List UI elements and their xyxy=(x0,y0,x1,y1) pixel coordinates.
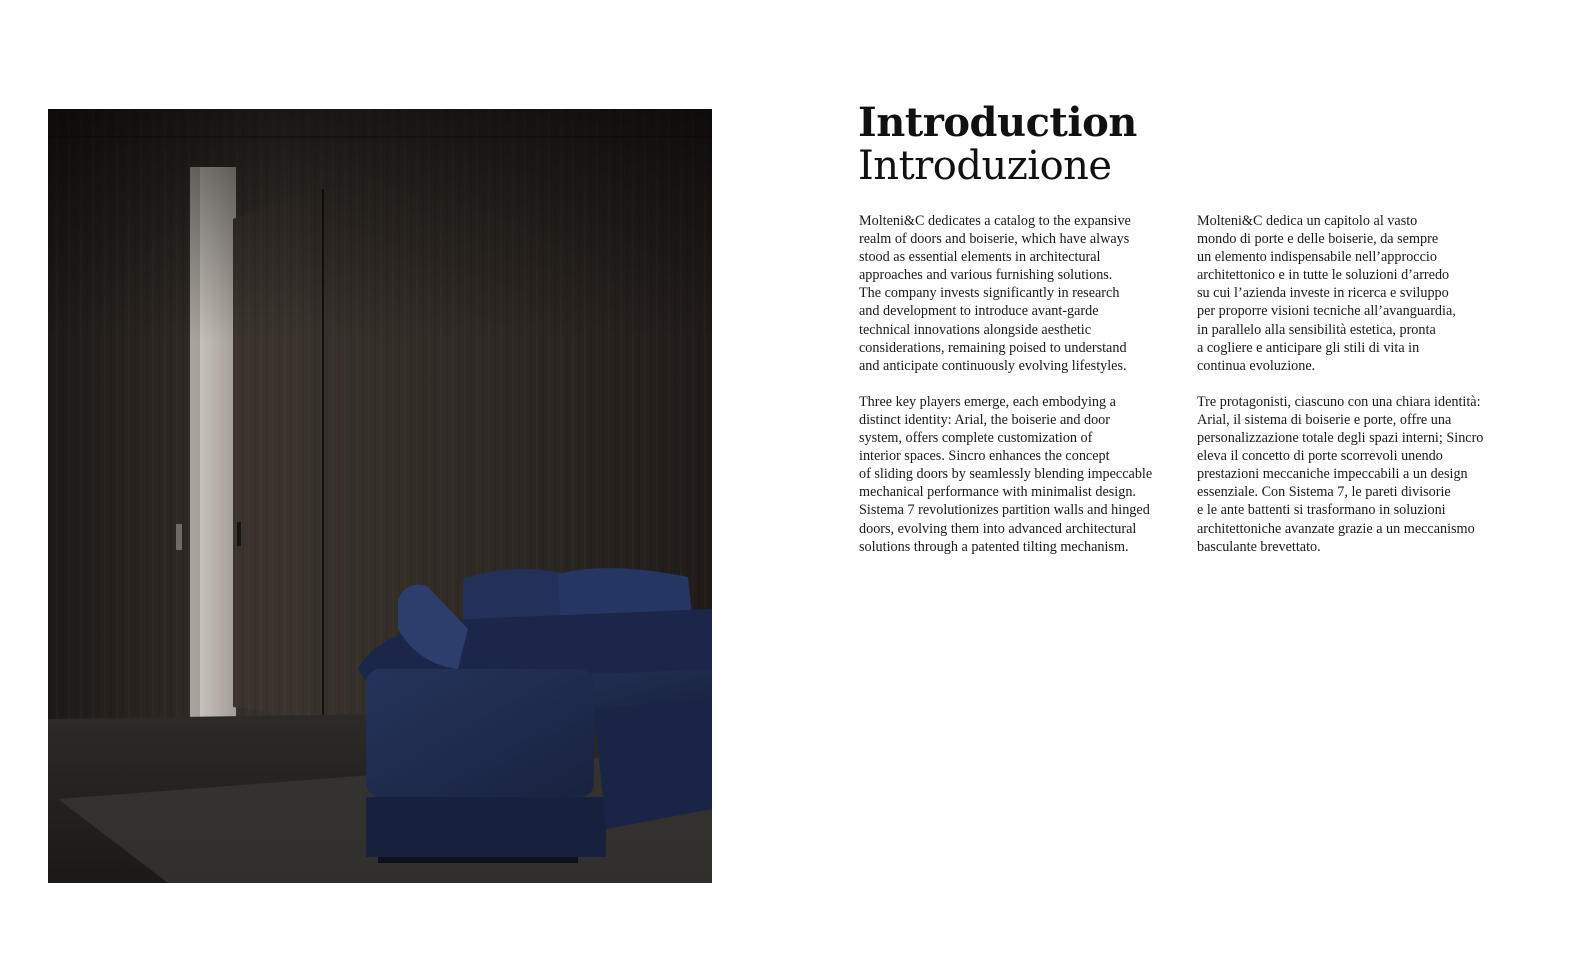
text-line: architettonico e in tutte le soluzioni d’arredo xyxy=(1197,267,1450,284)
text-line: and anticipate continuously evolving lifestyles. xyxy=(859,357,1127,374)
text-line: essenziale. Con Sistema 7, le pareti divisorie xyxy=(1197,484,1451,501)
text-line: realm of doors and boiserie, which have always xyxy=(859,231,1130,248)
text-line: in parallelo alla sensibilità estetica, pronta xyxy=(1197,321,1436,338)
text-line: stood as essential elements in architectural xyxy=(859,249,1101,266)
text-line: architettoniche avanzate grazie a un meccanismo xyxy=(1197,520,1475,537)
text-line: system, offers complete customization of xyxy=(859,430,1093,447)
text-line: doors, evolving them into advanced architectural xyxy=(859,520,1137,537)
text-line: technical innovations alongside aesthetic xyxy=(859,321,1092,338)
text-line: Tre protagonisti, ciascuno con una chiara identità: xyxy=(1197,393,1481,410)
text-line: per proporre visioni tecniche all’avanguardia, xyxy=(1197,303,1456,320)
text-line: su cui l’azienda investe in ricerca e sviluppo xyxy=(1197,285,1449,302)
text-line: approaches and various furnishing solutions. xyxy=(859,267,1113,284)
text-line: continua evoluzione. xyxy=(1197,357,1316,374)
text-line: Three key players emerge, each embodying a xyxy=(859,393,1116,410)
text-line: mechanical performance with minimalist design. xyxy=(859,484,1136,501)
text-line: of sliding doors by seamlessly blending impeccable xyxy=(859,466,1153,483)
text-line: personalizzazione totale degli spazi interni; Sincro xyxy=(1197,430,1484,447)
english-paragraph-1 xyxy=(859,212,1189,375)
text-line: interior spaces. Sincro enhances the concept xyxy=(859,448,1110,465)
text-line: Sistema 7 revolutionizes partition walls and hinged xyxy=(859,502,1150,519)
text-line: solutions through a patented tilting mechanism. xyxy=(859,538,1129,555)
text-line: basculante brevettato. xyxy=(1197,538,1321,555)
text-line: e le ante battenti si trasformano in soluzioni xyxy=(1197,502,1446,519)
title-italian: Introduzione xyxy=(858,143,1112,189)
italian-paragraph-2 xyxy=(1197,393,1537,556)
text-line: and development to introduce avant-garde xyxy=(859,303,1099,320)
text-line: a cogliere e anticipare gli stili di vita in xyxy=(1197,339,1420,356)
italian-paragraph-1 xyxy=(1197,212,1537,375)
text-line: Molteni&C dedicates a catalog to the expansive xyxy=(859,213,1131,229)
title-english: Introduction xyxy=(858,99,1137,146)
text-line: prestazioni meccaniche impeccabili a un design xyxy=(1197,466,1468,483)
italian-text-column xyxy=(1197,212,1537,556)
text-line: mondo di porte e delle boiserie, da sempre xyxy=(1197,231,1439,248)
text-line: Arial, il sistema di boiserie e porte, offre una xyxy=(1197,411,1452,428)
interior-photo xyxy=(48,109,712,883)
interior-photo-illustration xyxy=(48,109,712,883)
text-line: distinct identity: Arial, the boiserie and door xyxy=(859,411,1110,428)
heading-block xyxy=(858,99,1498,189)
text-line: un elemento indispensabile nell’approccio xyxy=(1197,249,1437,266)
text-line: Molteni&C dedica un capitolo al vasto xyxy=(1197,213,1418,229)
text-line: The company invests significantly in research xyxy=(859,285,1120,302)
text-line: eleva il concetto di porte scorrevoli unendo xyxy=(1197,448,1443,465)
text-line: considerations, remaining poised to understand xyxy=(859,339,1127,356)
english-text-column xyxy=(859,212,1189,556)
english-paragraph-2 xyxy=(859,393,1189,556)
